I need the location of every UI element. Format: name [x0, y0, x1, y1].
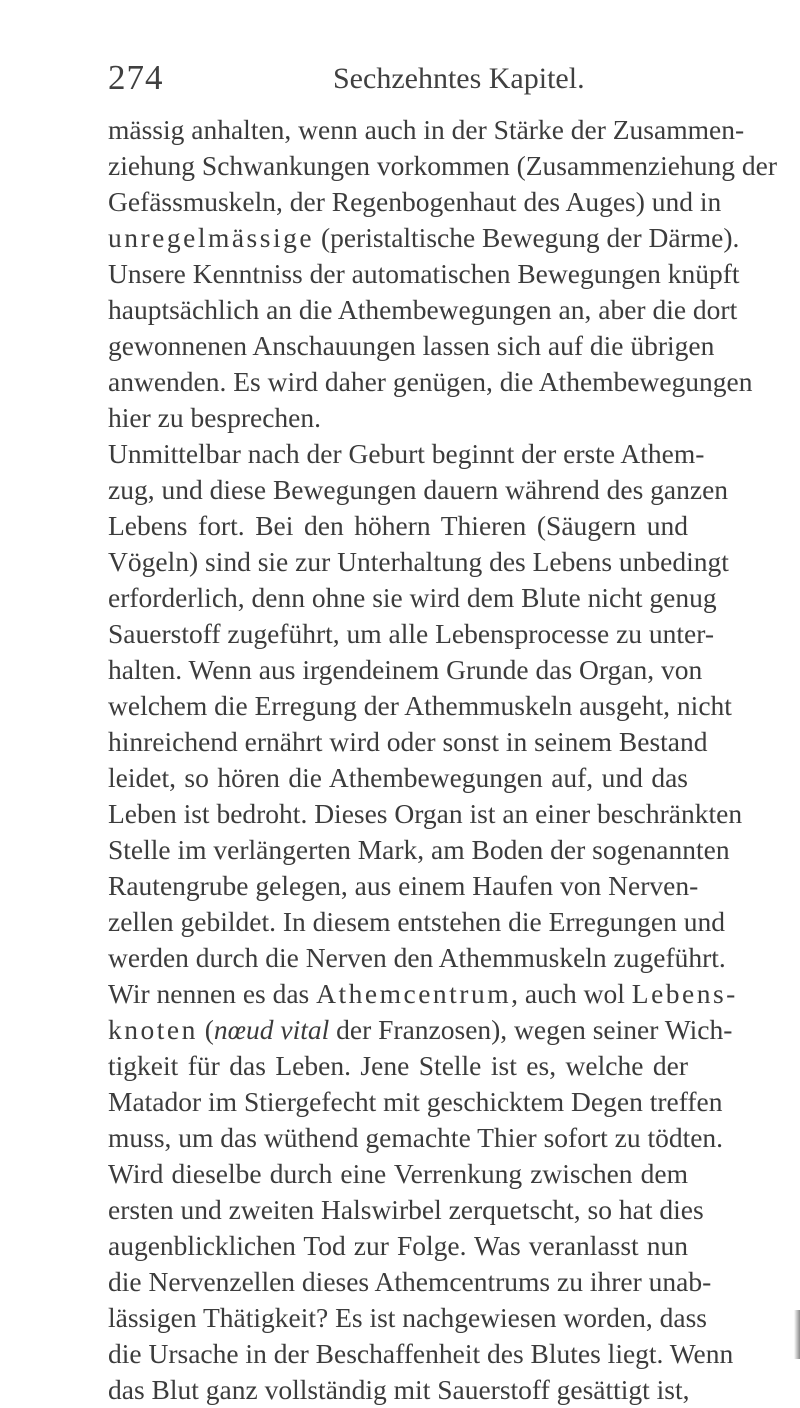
text-line: anwenden. Es wird daher genügen, die Athembewegungen: [108, 366, 753, 397]
emphasized-term: unregelmässige: [108, 222, 315, 253]
text-line: tigkeit für das Leben. Jene Stelle ist es, welche der: [108, 1050, 688, 1081]
text-line: gewonnenen Anschauungen lassen sich auf die übrigen: [108, 330, 715, 361]
text-line: zellen gebildet. In diesem entstehen die Erregungen und: [108, 906, 726, 937]
text-line: ziehung Schwankungen vorkommen (Zusammenziehung der: [108, 150, 777, 181]
text-line: werden durch die Nerven den Athemmuskeln zugeführt.: [108, 942, 726, 973]
text-line: ersten und zweiten Halswirbel zerquetscht, so hat dies: [108, 1194, 704, 1225]
text-line: die Ursache in der Beschaffenheit des Blutes liegt. Wenn: [108, 1338, 734, 1369]
text-line: Rautengrube gelegen, aus einem Haufen von Nerven-: [108, 870, 699, 901]
text-line: leidet, so hören die Athembewegungen auf, und das: [108, 762, 688, 793]
text-run: Wir nennen es das: [108, 978, 317, 1009]
text-line: Matador im Stiergefecht mit geschicktem Degen treffen: [108, 1086, 723, 1117]
text-line: [108, 1012, 733, 1048]
text-line: halten. Wenn aus irgendeinem Grunde das Organ, von: [108, 654, 703, 685]
italic-term: nœud vital: [213, 1014, 330, 1045]
text-line: das Blut ganz vollständig mit Sauerstoff gesättigt ist,: [108, 1374, 690, 1405]
page-number: 274: [108, 58, 164, 97]
text-line: hier zu besprechen.: [108, 402, 322, 433]
text-line: [108, 976, 738, 1012]
text-line: Lebens fort. Bei den höhern Thieren (Säugern und: [108, 510, 688, 541]
text-line: erforderlich, denn ohne sie wird dem Blute nicht genug: [108, 582, 717, 613]
text-line: Stelle im verlängerten Mark, am Boden der sogenannten: [108, 834, 730, 865]
text-run: der Franzosen), wegen seiner Wich-: [329, 1014, 733, 1045]
text-line: lässigen Thätigkeit? Es ist nachgewiesen worden, dass: [108, 1302, 707, 1333]
text-line: Wird dieselbe durch eine Verrenkung zwischen dem: [108, 1158, 688, 1189]
text-line: zug, und diese Bewegungen dauern während des ganzen: [108, 474, 729, 505]
text-run: (peristaltische Bewegung der Därme).: [314, 222, 740, 253]
text-line: Leben ist bedroht. Dieses Organ ist an einer beschränkten: [108, 798, 743, 829]
page-edge-shadow: [794, 1310, 800, 1359]
text-line: Sauerstoff zugeführt, um alle Lebensprocesse zu unter-: [108, 618, 715, 649]
text-line: welchem die Erregung der Athemmuskeln ausgeht, nicht: [108, 690, 732, 721]
text-run: , auch wol: [511, 978, 632, 1009]
text-line: hinreichend ernährt wird oder sonst in seinem Bestand: [108, 726, 708, 757]
emphasized-term: Athemcentrum: [316, 978, 512, 1009]
text-line: mässig anhalten, wenn auch in der Stärke der Zusammen-: [108, 114, 745, 145]
text-line: muss, um das wüthend gemachte Thier sofort zu tödten.: [108, 1122, 724, 1153]
emphasized-term: Lebens-: [631, 978, 738, 1009]
page-header: [108, 58, 688, 102]
text-line: Unsere Kenntniss der automatischen Bewegungen knüpft: [108, 258, 740, 289]
text-run: (: [197, 1014, 214, 1045]
text-line: die Nervenzellen dieses Athemcentrums zu ihrer unab-: [108, 1266, 712, 1297]
text-line: augenblicklichen Tod zur Folge. Was veranlasst nun: [108, 1230, 688, 1261]
emphasized-term: knoten: [108, 1014, 198, 1045]
text-line: Unmittelbar nach der Geburt beginnt der erste Athem-: [108, 438, 705, 469]
running-title: Sechzehntes Kapitel.: [333, 62, 585, 95]
text-line: [108, 220, 740, 256]
text-line: Gefässmuskeln, der Regenbogenhaut des Auges) und in: [108, 186, 722, 217]
text-line: hauptsächlich an die Athembewegungen an, aber die dort: [108, 294, 738, 325]
body-text: [108, 112, 777, 1408]
text-line: Vögeln) sind sie zur Unterhaltung des Lebens unbedingt: [108, 546, 729, 577]
